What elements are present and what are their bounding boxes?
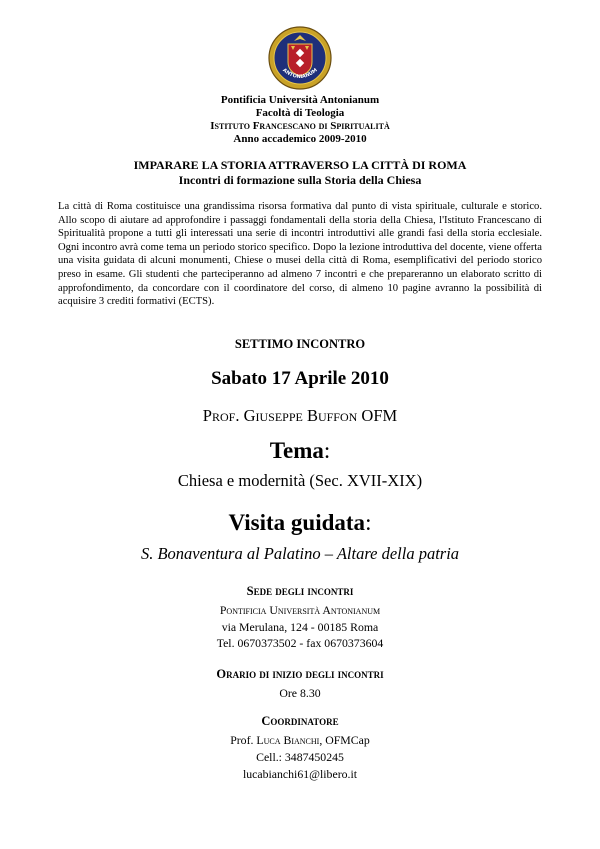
tema-value: Chiesa e modernità (Sec. XVII-XIX) xyxy=(177,471,423,490)
coordinatore-email[interactable]: lucabianchi61@libero.it xyxy=(242,767,358,781)
university-name: Pontificia Università Antonianum xyxy=(220,94,380,106)
visita-label: Visita guidata xyxy=(228,510,366,535)
coordinatore-name-line xyxy=(0,733,600,748)
visita-value: S. Bonaventura al Palatino – Altare della patria xyxy=(140,544,460,563)
visita-heading: Visita guidata: xyxy=(228,510,372,535)
orario-time: Ore 8.30 xyxy=(279,686,321,700)
program-title: IMPARARE LA STORIA ATTRAVERSO LA CITTÀ DI ROMA xyxy=(133,158,467,172)
sede-title: Sede degli incontri xyxy=(246,584,354,598)
institute-name: Istituto Francescano di Spiritualità xyxy=(210,120,390,132)
meeting-number: SETTIMO INCONTRO xyxy=(234,337,366,351)
intro-paragraph: La città di Roma costituisce una grandissima risorsa formativa dal punto di vista spirituale, culturale e storico. Allo scopo di aiutare ad approfondire i passaggi fondamentali della storia della Chiesa, l'Istituto Francescano di Spiritualità propone a tutti gli interessati una serie di incontri introduttivi alle grandi fasi della storia ecclesiale. Ogni incontro avrà come tema un periodo storico specifico. Dopo la lezione introduttiva del docente, viene offerta una visita guidata di alcuni monumenti, Chiese o musei della città di Roma, esemplificativi del periodo storico preso in esame. Gli studenti che parteciperanno ad almeno 7 incontri e che prepareranno un elaborato scritto di approfondimento, da concordare con il coordinatore del corso, di almeno 10 pagine avranno la possibilità di acquisire 3 crediti formativi (ECTS). xyxy=(58,201,543,308)
svg-text:ANTONIANUM: ANTONIANUM xyxy=(281,67,319,81)
tema-heading: Tema: xyxy=(269,438,331,463)
coordinatore-order: , OFMCap xyxy=(319,733,370,747)
orario-title: Orario di inizio degli incontri xyxy=(216,667,384,681)
coordinatore-prefix: Prof. xyxy=(230,733,254,747)
sede-phone: Tel. 0670373502 - fax 0670373604 xyxy=(216,636,384,650)
faculty-name: Facoltà di Teologia xyxy=(255,107,345,119)
meeting-date: Sabato 17 Aprile 2010 xyxy=(211,368,389,389)
program-subtitle: Incontri di formazione sulla Storia della Chiesa xyxy=(178,173,422,187)
academic-year: Anno accademico 2009-2010 xyxy=(233,133,367,145)
meeting-professor: Prof. Giuseppe Buffon OFM xyxy=(202,406,398,425)
coordinatore-name: Luca Bianchi xyxy=(256,733,320,747)
sede-address: via Merulana, 124 - 00185 Roma xyxy=(221,620,379,634)
tema-label: Tema xyxy=(269,438,324,463)
coordinatore-title: Coordinatore xyxy=(261,714,339,728)
sede-name: Pontificia Università Antonianum xyxy=(219,603,381,617)
university-emblem-icon xyxy=(268,26,332,90)
coordinatore-cell: Cell.: 3487450245 xyxy=(256,750,344,764)
